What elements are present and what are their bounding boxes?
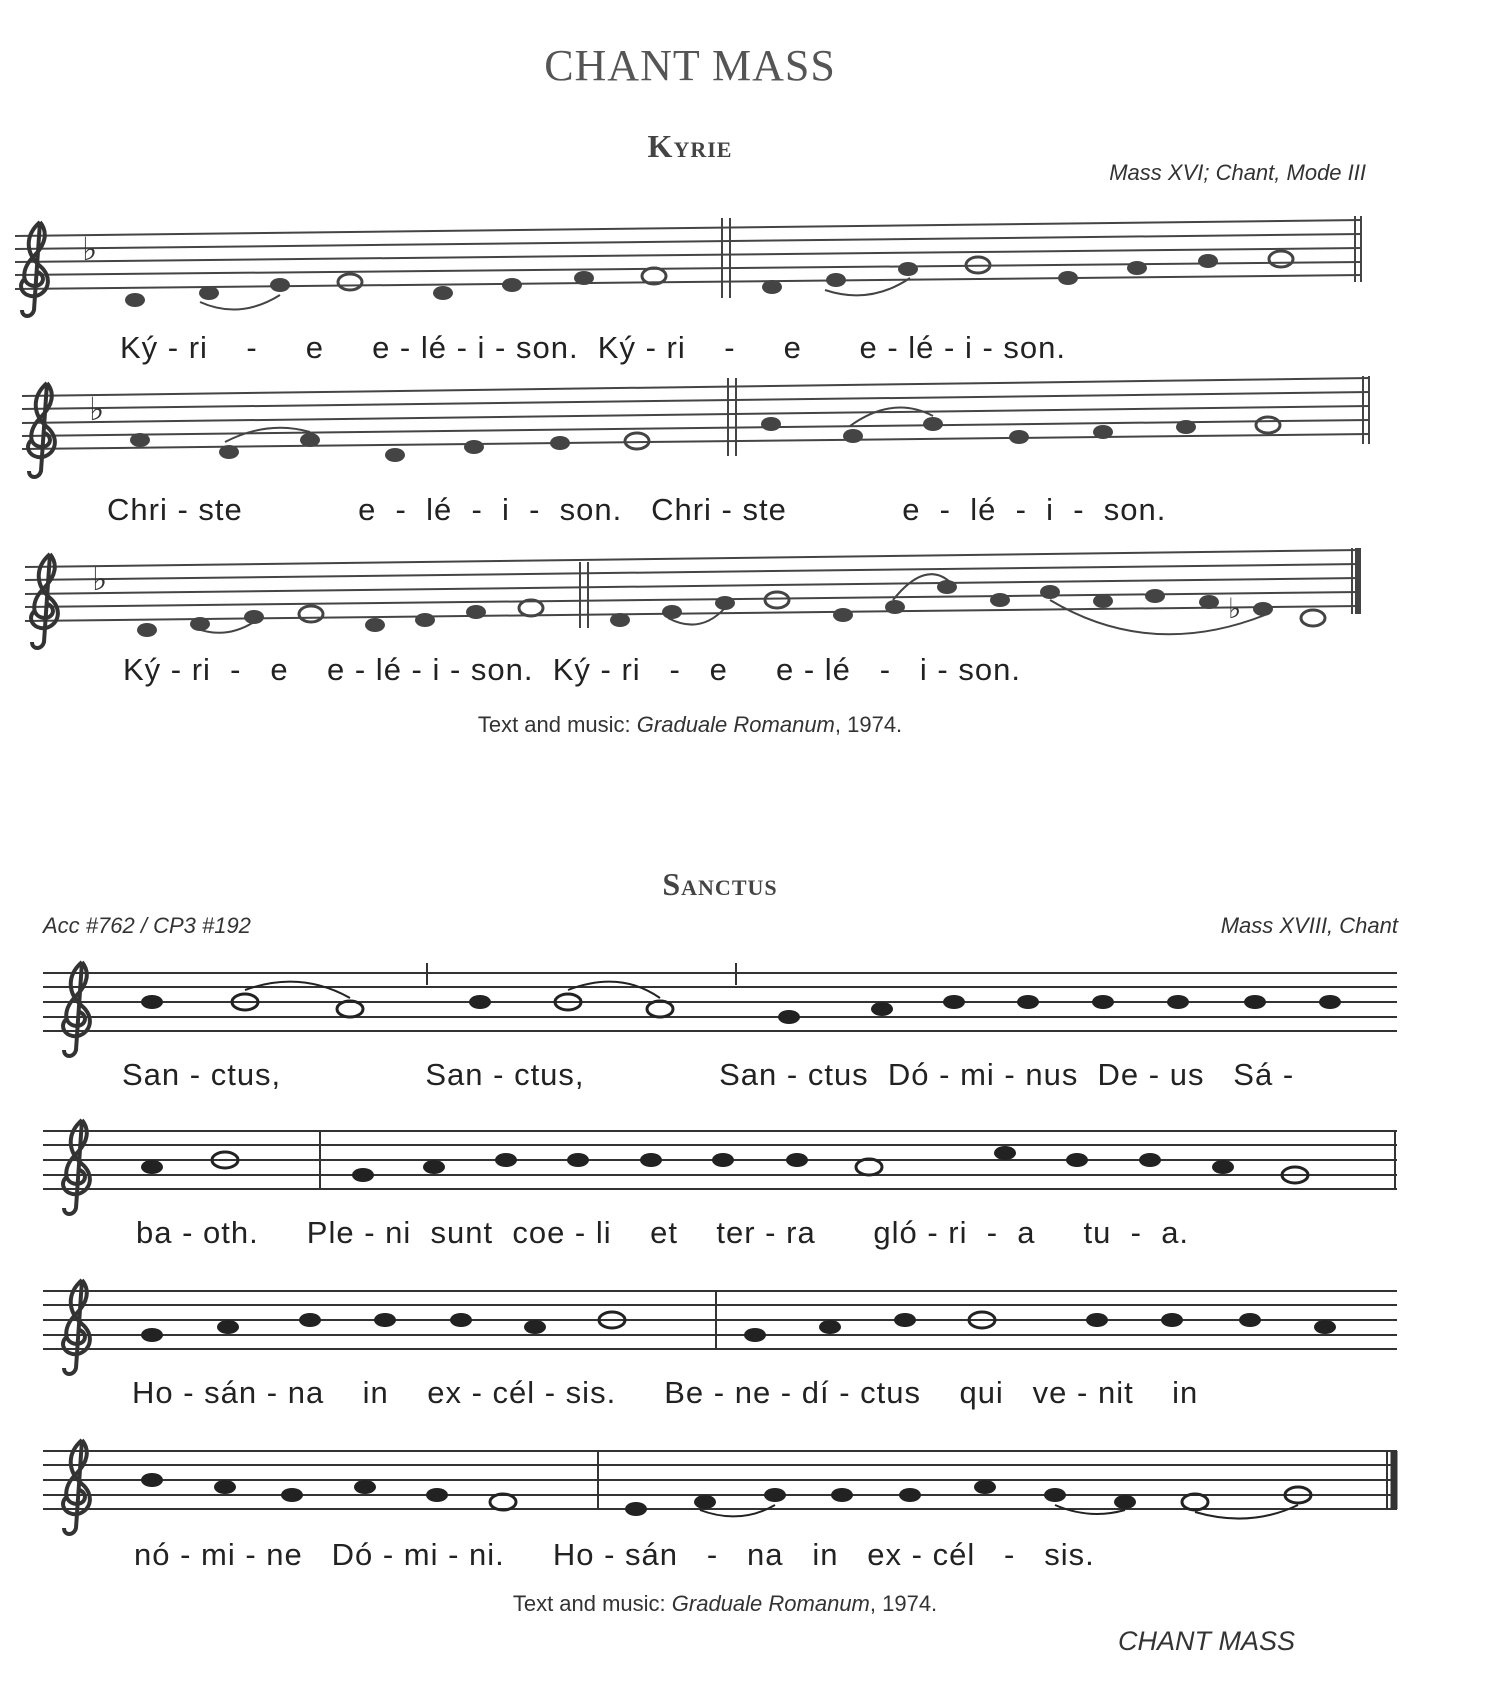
sanctus-staff-2 [43, 1120, 1397, 1214]
treble-clef-icon [63, 962, 90, 1056]
kyrie-staff-1 [15, 216, 1362, 316]
kyrie-credit-year: , 1974. [834, 712, 903, 737]
sanctus-credit-year: , 1974. [869, 1591, 938, 1616]
kyrie-heading: Kyrie [647, 128, 733, 164]
footer-title: CHANT MASS [1117, 1626, 1295, 1656]
sanctus-lyrics-line-3: Ho - sán - na in ex - cél - sis. Be - ne - dí - ctus qui ve - nit in [132, 1375, 1199, 1410]
kyrie-lyrics-line-2: Chri - ste e - lé - i - son. Chri - ste e - lé - i - son. [107, 492, 1167, 527]
kyrie-lyrics-line-3: Ký - ri - e e - lé - i - son. Ký - ri - e e - lé - i - son. [123, 652, 1021, 687]
treble-clef-icon [31, 554, 58, 648]
sanctus-staff-4 [43, 1440, 1397, 1534]
kyrie-lyrics-line-1: Ký - ri - e e - lé - i - son. Ký - ri - e e - lé - i - son. [120, 330, 1066, 365]
sanctus-heading: Sanctus [662, 866, 778, 902]
flat-icon: ♭ [92, 560, 108, 598]
kyrie-staff-2 [22, 376, 1370, 477]
kyrie-credit-source: Graduale Romanum [636, 712, 835, 737]
flat-icon: ♭ [82, 230, 98, 268]
sanctus-staff-1 [43, 962, 1397, 1056]
sanctus-lyrics-line-2: ba - oth. Ple - ni sunt coe - li et ter - ra gló - ri - a tu - a. [136, 1215, 1190, 1250]
svg-text:♭: ♭ [1228, 592, 1242, 625]
treble-clef-icon [28, 383, 55, 477]
sanctus-lyrics-line-4: nó - mi - ne Dó - mi - ni. Ho - sán - na in ex - cél - sis. [134, 1537, 1095, 1572]
sanctus-credit [0, 1591, 1450, 1617]
kyrie-credit [0, 712, 1380, 738]
sanctus-staff-3 [43, 1280, 1397, 1374]
treble-clef-icon [63, 1120, 90, 1214]
kyrie-staff-3 [25, 548, 1360, 648]
sanctus-reference: Acc #762 / CP3 #192 [43, 913, 251, 938]
page-title: CHANT MASS [544, 41, 836, 90]
sanctus-credit-source: Graduale Romanum [671, 1591, 870, 1616]
flat-icon: ♭ [89, 390, 105, 428]
treble-clef-icon [63, 1280, 90, 1374]
kyrie-credit-prefix: Text and music: [477, 712, 637, 737]
treble-clef-icon [63, 1440, 90, 1534]
sanctus-lyrics-line-1: San - ctus, San - ctus, San - ctus Dó - mi - nus De - us Sá - [122, 1057, 1295, 1092]
kyrie-source: Mass XVI; Chant, Mode III [1109, 160, 1366, 185]
sanctus-credit-prefix: Text and music: [512, 1591, 672, 1616]
sanctus-source: Mass XVIII, Chant [1220, 913, 1398, 938]
